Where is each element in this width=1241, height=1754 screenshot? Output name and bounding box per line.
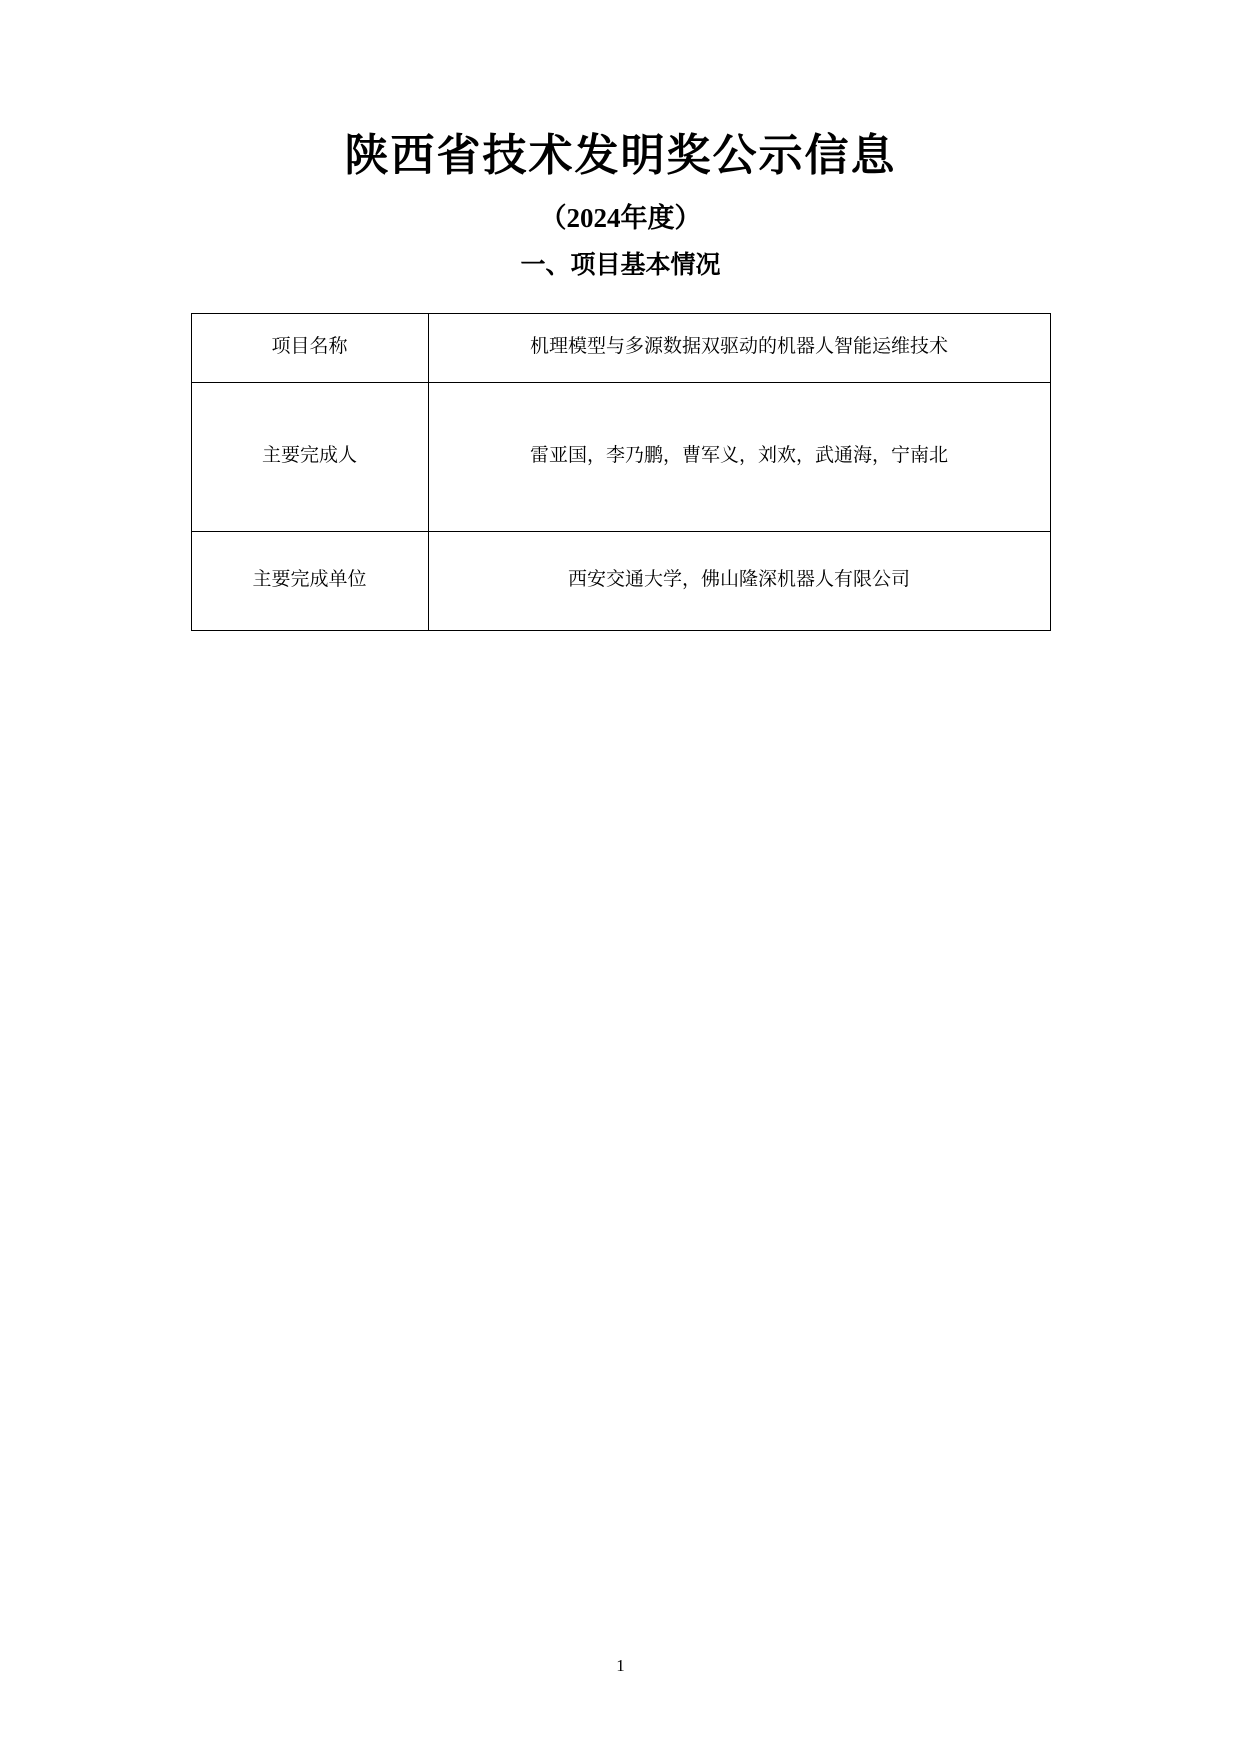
row-label-project-name: 项目名称	[191, 313, 428, 382]
row-value-project-name: 机理模型与多源数据双驱动的机器人智能运维技术	[428, 313, 1050, 382]
table-row	[191, 382, 1050, 531]
table-row	[191, 313, 1050, 382]
section-heading: 一、项目基本情况	[520, 252, 721, 280]
page-number: 1	[616, 1656, 625, 1675]
row-label-main-organizations: 主要完成单位	[191, 531, 428, 630]
row-value-main-organizations: 西安交通大学，佛山隆深机器人有限公司	[428, 531, 1050, 630]
page-title: 陕西省技术发明奖公示信息	[344, 131, 897, 180]
row-value-main-contributors: 雷亚国，李乃鹏，曹军义，刘欢，武通海，宁南北	[428, 382, 1050, 531]
project-info-table-wrapper	[191, 313, 1051, 631]
table-row	[191, 531, 1050, 630]
page-subtitle: （2024年度）	[539, 203, 702, 233]
project-info-table	[191, 313, 1051, 631]
row-label-main-contributors: 主要完成人	[191, 382, 428, 531]
